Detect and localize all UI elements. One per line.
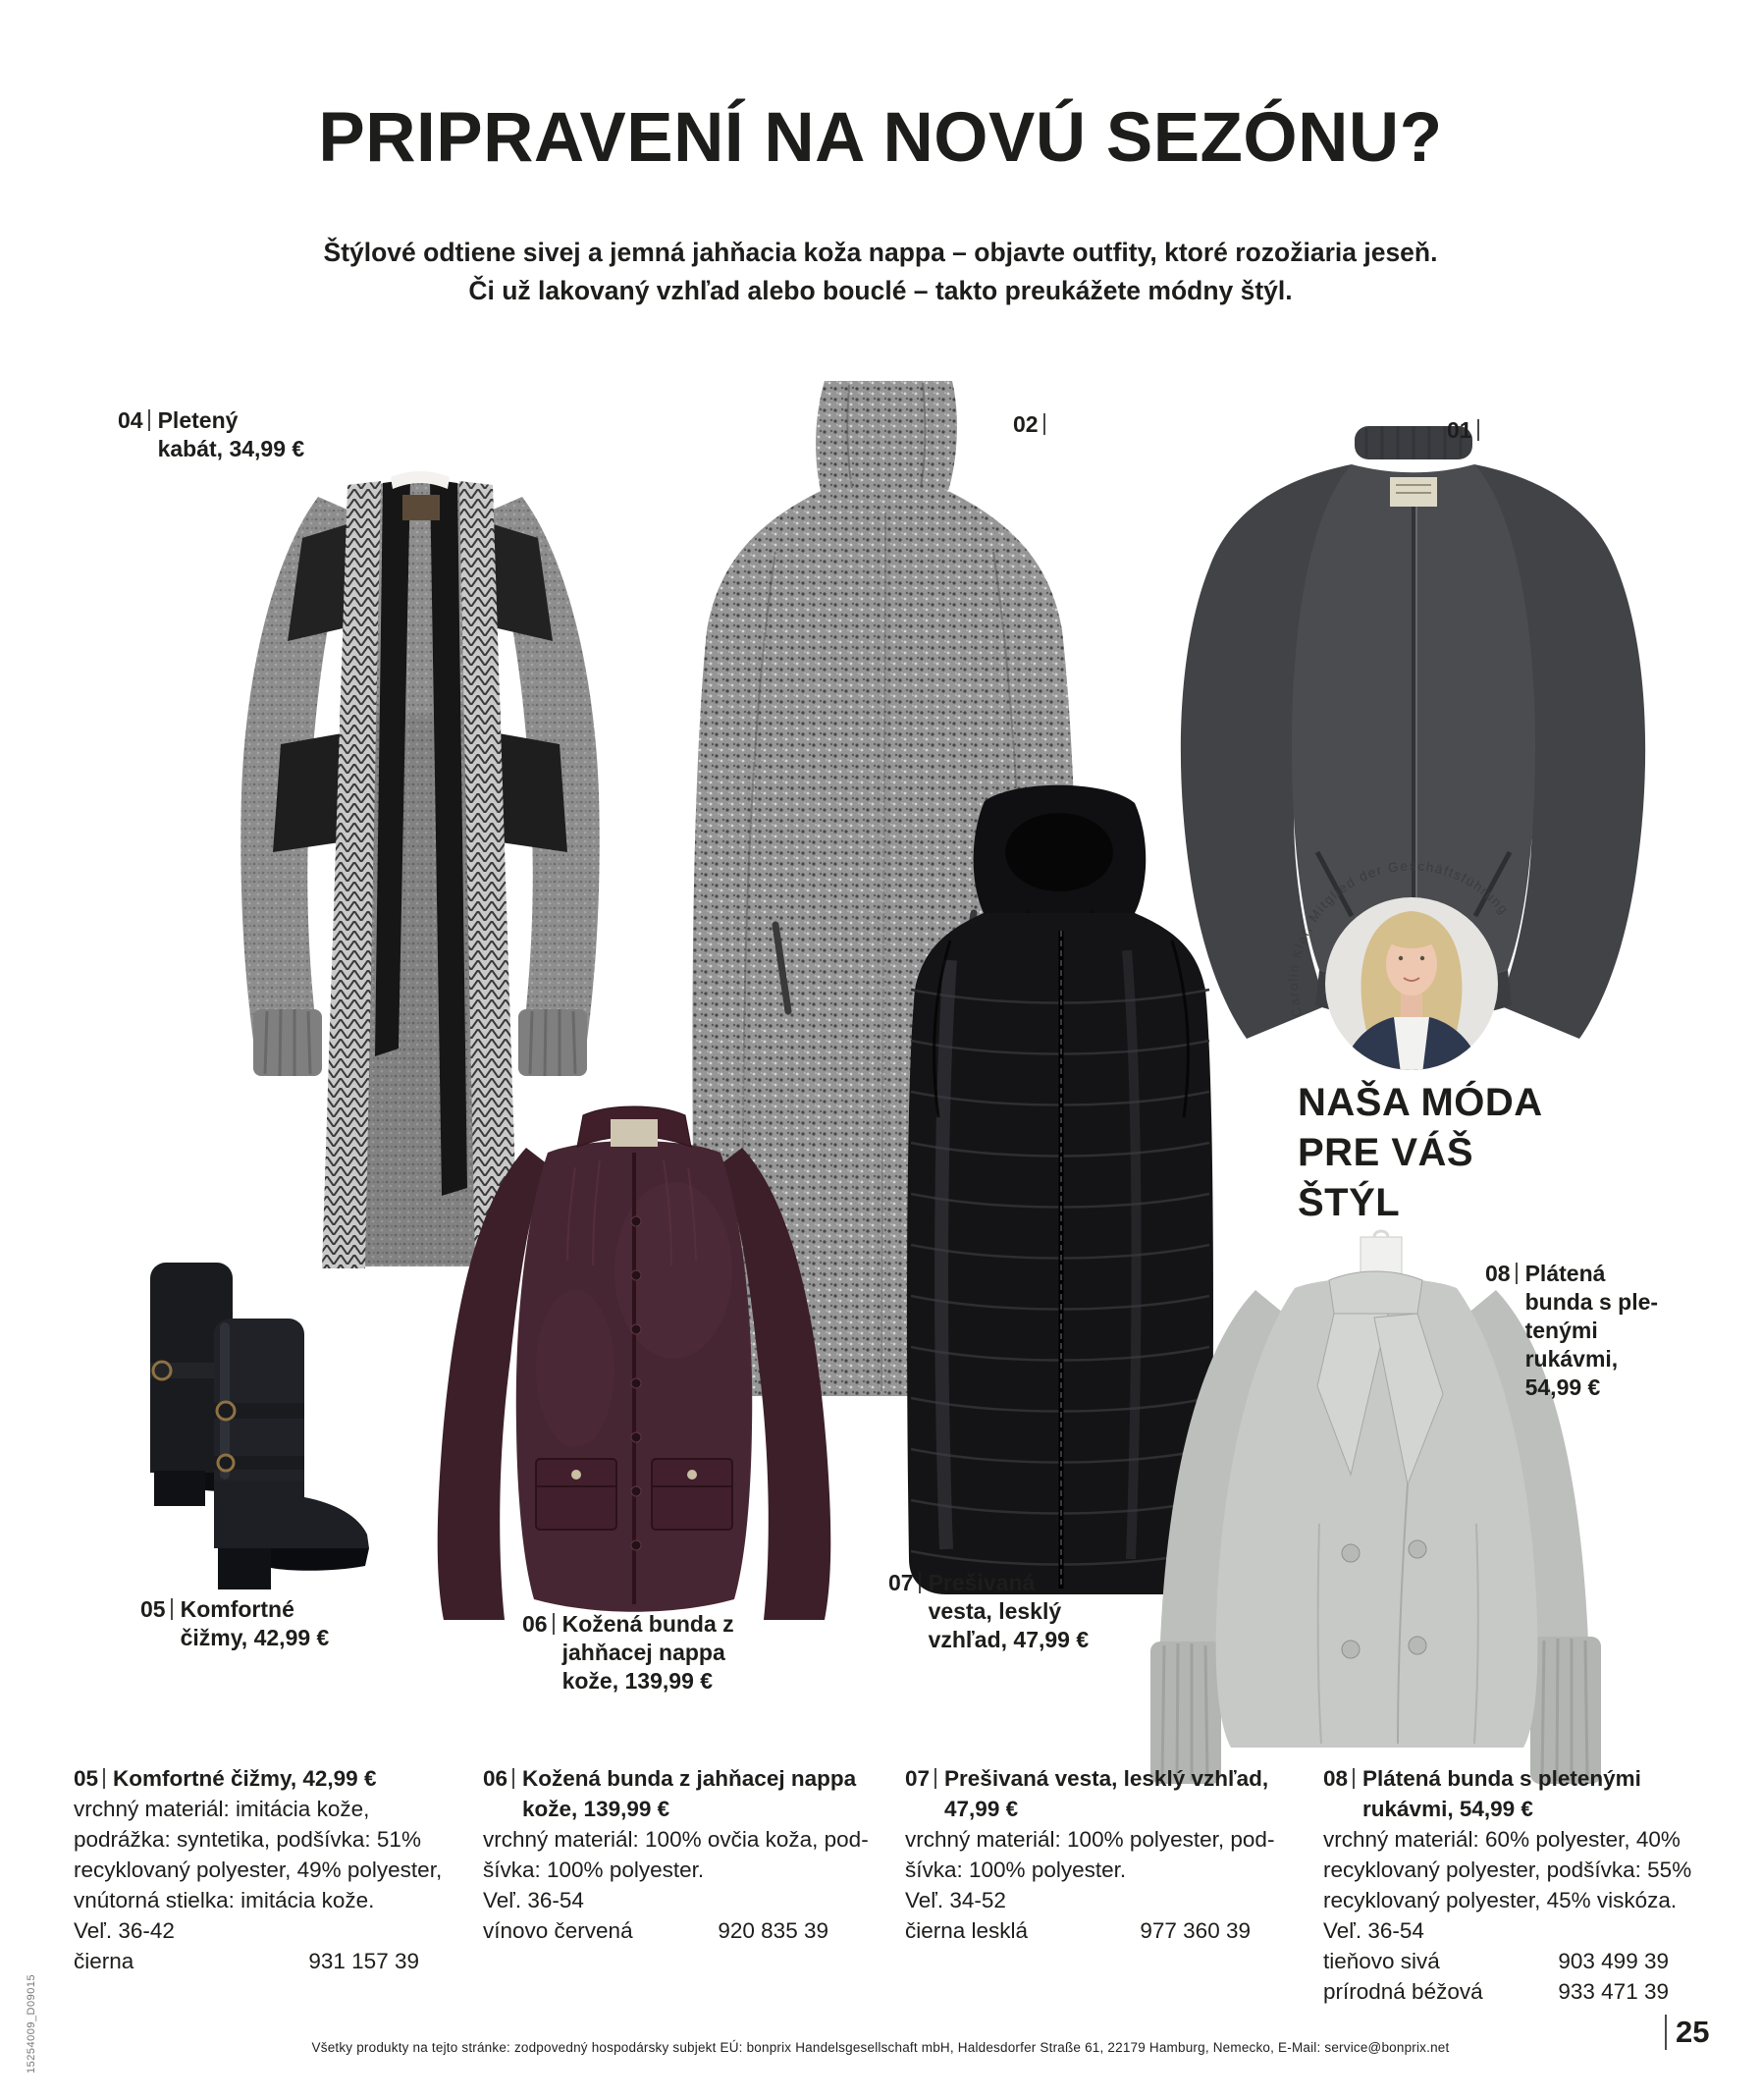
variant-row bbox=[74, 1946, 419, 1976]
variant-row bbox=[483, 1915, 828, 1946]
label-number: 01 bbox=[1447, 417, 1472, 443]
detail-line: Veľ. 36-54 bbox=[483, 1888, 584, 1912]
variant-row bbox=[1323, 1976, 1669, 2007]
label-item-01 bbox=[1447, 416, 1487, 445]
brand-tagline bbox=[1298, 1078, 1543, 1228]
label-item-06 bbox=[522, 1610, 734, 1696]
label-text: Kožená bunda z bbox=[561, 1611, 734, 1637]
detail-number: 06 bbox=[483, 1766, 508, 1791]
divider bbox=[1665, 2015, 1667, 2050]
divider bbox=[934, 1768, 936, 1789]
variant-color: čierna lesklá bbox=[905, 1918, 1029, 1943]
label-text: Prešivaná bbox=[928, 1570, 1036, 1595]
variant-code: 920 835 39 bbox=[718, 1918, 828, 1943]
divider bbox=[148, 409, 150, 431]
label-item-08 bbox=[1485, 1260, 1658, 1402]
variant-row bbox=[905, 1915, 1251, 1946]
detail-body bbox=[905, 1824, 1309, 1915]
variant-row bbox=[1323, 1946, 1669, 1976]
label-text: rukávmi, bbox=[1524, 1346, 1619, 1372]
label-text: kože, 139,99 € bbox=[561, 1668, 714, 1694]
label-text: Plátená bbox=[1524, 1261, 1606, 1286]
detail-body bbox=[74, 1794, 478, 1946]
label-number: 05 bbox=[140, 1596, 166, 1622]
detail-line: šívka: 100% polyester. bbox=[905, 1858, 1127, 1882]
detail-title: Kožená bunda z jahňacej nappa bbox=[522, 1766, 857, 1791]
detail-line: recyklovaný polyester, 45% viskóza. bbox=[1323, 1888, 1678, 1912]
detail-line: vrchný materiál: 100% polyester, pod- bbox=[905, 1827, 1275, 1852]
divider bbox=[171, 1598, 173, 1620]
divider bbox=[1516, 1263, 1518, 1284]
detail-title: Prešivaná vesta, lesklý vzhľad, bbox=[944, 1766, 1269, 1791]
tagline-line: PRE VÁŠ bbox=[1298, 1131, 1474, 1174]
label-number: 07 bbox=[888, 1570, 914, 1595]
label-text: čižmy, 42,99 € bbox=[180, 1625, 330, 1650]
product-detail-08 bbox=[1323, 1763, 1728, 2007]
divider bbox=[1043, 413, 1045, 435]
detail-line: recyklovaný polyester, podšívka: 55% bbox=[1323, 1858, 1692, 1882]
page-subtitle bbox=[0, 234, 1761, 310]
page-title: PRIPRAVENÍ NA NOVÚ SEZÓNU? bbox=[318, 99, 1443, 177]
product-detail-05 bbox=[74, 1763, 478, 1976]
variant-code: 903 499 39 bbox=[1558, 1949, 1669, 1973]
label-text: tenými bbox=[1524, 1318, 1598, 1343]
label-item-04 bbox=[118, 406, 304, 463]
detail-line: vrchný materiál: imitácia kože, bbox=[74, 1797, 370, 1821]
divider bbox=[1477, 419, 1479, 441]
detail-title: Plátená bunda s pletenými bbox=[1362, 1766, 1641, 1791]
detail-number: 08 bbox=[1323, 1766, 1349, 1791]
label-number: 02 bbox=[1013, 411, 1039, 437]
label-number: 08 bbox=[1485, 1261, 1511, 1286]
variant-color: tieňovo sivá bbox=[1323, 1949, 1440, 1973]
product-photo-boots bbox=[93, 1245, 393, 1593]
label-item-02 bbox=[1013, 410, 1053, 439]
label-text: kabát, 34,99 € bbox=[157, 436, 305, 461]
variant-color: prírodná béžová bbox=[1323, 1979, 1483, 2004]
print-side-code: 15254009_D09015 bbox=[26, 1973, 37, 2073]
brand-tag bbox=[611, 1119, 658, 1147]
divider bbox=[103, 1768, 105, 1789]
legal-footnote: Všetky produkty na tejto stránke: zodpovedný hospodársky subjekt EÚ: bonprix Handelsgesellschaft mbH, Haldesdorfer Straße 61, 22179 Hamburg, Nemecko, E-Mail: service@bonprix.net bbox=[311, 2040, 1450, 2055]
divider bbox=[919, 1572, 921, 1593]
detail-title: 47,99 € bbox=[944, 1797, 1019, 1821]
tagline-line: NAŠA MÓDA bbox=[1298, 1081, 1543, 1124]
brand-tag bbox=[402, 495, 440, 520]
detail-line: vrchný materiál: 100% ovčia koža, pod- bbox=[483, 1827, 869, 1852]
product-photo-leather-jacket bbox=[379, 1074, 889, 1634]
variant-color: čierna bbox=[74, 1949, 134, 1973]
detail-line: Veľ. 36-54 bbox=[1323, 1918, 1424, 1943]
detail-body bbox=[483, 1824, 887, 1915]
label-text: vzhľad, 47,99 € bbox=[928, 1627, 1090, 1652]
product-detail-06 bbox=[483, 1763, 887, 1946]
subtitle-line: Či už lakovaný vzhľad alebo bouclé – takto preukážete módny štýl. bbox=[468, 276, 1293, 305]
detail-line: podrážka: syntetika, podšívka: 51% bbox=[74, 1827, 421, 1852]
label-item-07 bbox=[888, 1569, 1089, 1654]
detail-number: 05 bbox=[74, 1766, 99, 1791]
label-text: vesta, lesklý bbox=[928, 1598, 1062, 1624]
label-text: 54,99 € bbox=[1524, 1374, 1601, 1400]
label-item-05 bbox=[140, 1595, 329, 1652]
variant-code: 931 157 39 bbox=[308, 1949, 419, 1973]
variant-code: 933 471 39 bbox=[1558, 1979, 1669, 2004]
variant-code: 977 360 39 bbox=[1140, 1918, 1251, 1943]
detail-line: Veľ. 36-42 bbox=[74, 1918, 175, 1943]
detail-number: 07 bbox=[905, 1766, 931, 1791]
portrait-caption: Carolin Klar, Mitglied der Geschäftsführung bbox=[1285, 858, 1513, 1019]
label-number: 06 bbox=[522, 1611, 548, 1637]
divider bbox=[553, 1613, 555, 1635]
label-text: Pletený bbox=[157, 407, 239, 433]
label-text: Komfortné bbox=[180, 1596, 294, 1622]
detail-line: šívka: 100% polyester. bbox=[483, 1858, 705, 1882]
detail-body bbox=[1323, 1824, 1728, 1946]
divider bbox=[512, 1768, 514, 1789]
divider bbox=[1353, 1768, 1355, 1789]
tagline-line: ŠTÝL bbox=[1298, 1181, 1401, 1224]
variant-color: vínovo červená bbox=[483, 1918, 633, 1943]
subtitle-line: Štýlové odtiene sivej a jemná jahňacia koža nappa – objavte outfity, ktoré rozožiaria jeseň. bbox=[323, 238, 1438, 267]
page-number bbox=[1665, 2015, 1709, 2050]
detail-line: recyklovaný polyester, 49% polyester, bbox=[74, 1858, 443, 1882]
detail-title: rukávmi, 54,99 € bbox=[1362, 1797, 1533, 1821]
label-number: 04 bbox=[118, 407, 143, 433]
label-text: jahňacej nappa bbox=[561, 1640, 725, 1665]
detail-line: vnútorná stielka: imitácia kože. bbox=[74, 1888, 375, 1912]
product-detail-07 bbox=[905, 1763, 1309, 1946]
page-number-value: 25 bbox=[1676, 2015, 1710, 2049]
detail-title: kože, 139,99 € bbox=[522, 1797, 670, 1821]
label-text: bunda s ple- bbox=[1524, 1289, 1659, 1315]
detail-line: vrchný materiál: 60% polyester, 40% bbox=[1323, 1827, 1681, 1852]
detail-title: Komfortné čižmy, 42,99 € bbox=[113, 1766, 377, 1791]
detail-line: Veľ. 34-52 bbox=[905, 1888, 1006, 1912]
